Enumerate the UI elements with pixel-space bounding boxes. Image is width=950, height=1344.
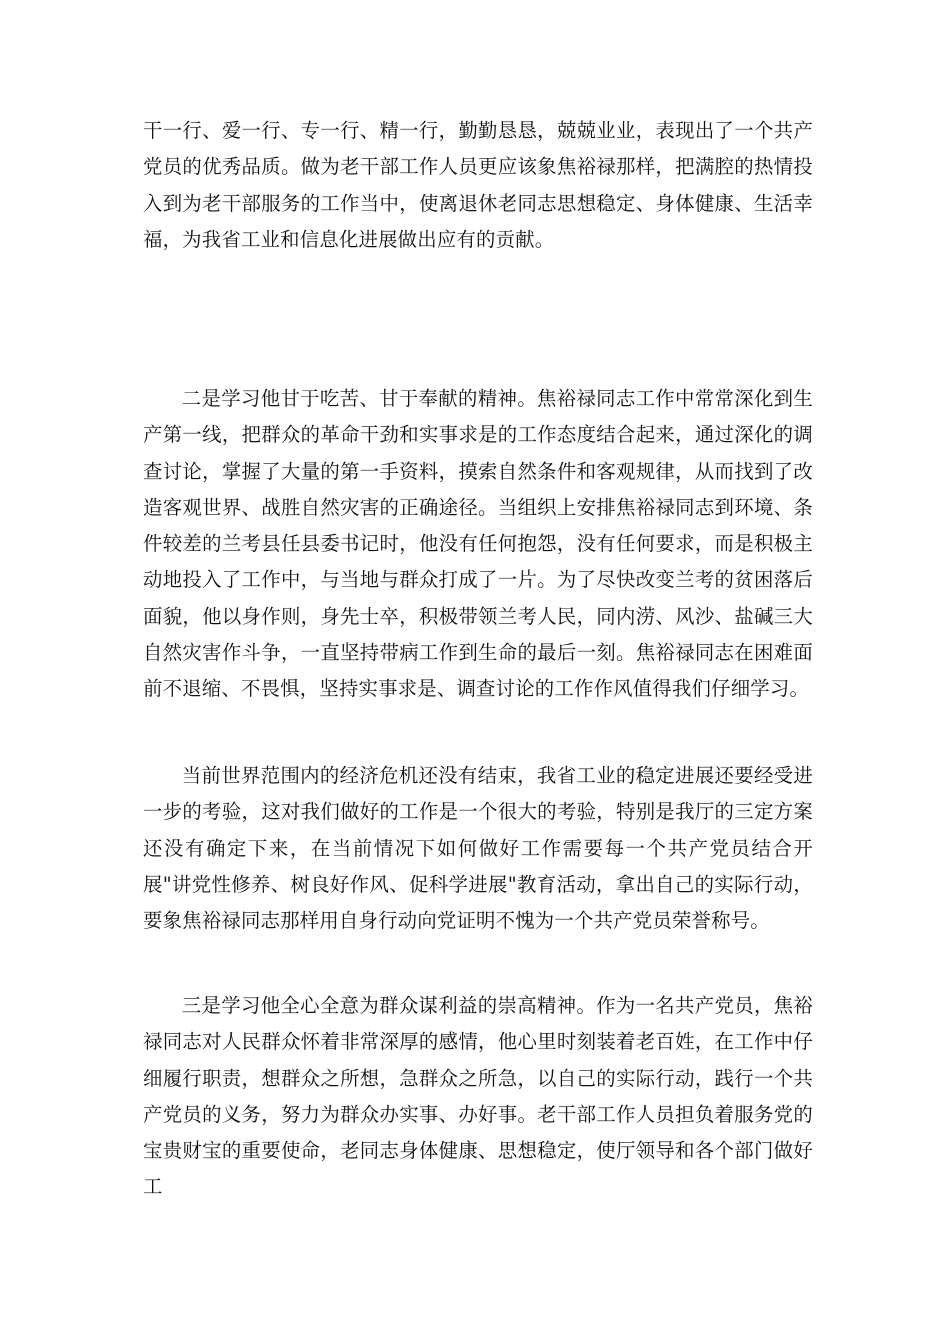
paragraph-2: 二是学习他甘于吃苦、甘于奉献的精神。焦裕禄同志工作中常常深化到生产第一线，把群众的革命干劲和实事求是的工作态度结合起来，通过深化的调查讨论，掌握了大量的第一手资料，摸索自然条件和客观规律，从而找到了改造客观世界、战胜自然灾害的正确途径。当组织上安排焦裕禄同志到环境、条件较差的兰考县任县委书记时，他没有任何抱怨，没有任何要求，而是积极主动地投入了工作中，与当地与群众打成了一片。为了尽快改变兰考的贫困落后面貌，他以身作则，身先士卒，积极带领兰考人民，同内涝、风沙、盐碱三大自然灾害作斗争，一直坚持带病工作到生命的最后一刻。焦裕禄同志在困难面前不退缩、不畏惧，坚持实事求是、调查讨论的工作作风值得我们仔细学习。 (143, 387, 813, 701)
paragraph-3: 当前世界范围内的经济危机还没有结束，我省工业的稳定进展还要经受进一步的考验，这对我们做好的工作是一个很大的考验，特别是我厅的三定方案还没有确定下来，在当前情况下如何做好工作需要每一个共产党员结合开展"讲党性修养、树良好作风、促科学进展"教育活动，拿出自己的实际行动，要象焦裕禄同志那样用自身行动向党证明不愧为一个共产党员荣誉称号。 (143, 764, 813, 933)
paragraph-4: 三是学习他全心全意为群众谋利益的崇高精神。作为一名共产党员，焦裕禄同志对人民群众怀着非常深厚的感情，他心里时刻装着老百姓，在工作中仔细履行职责，想群众之所想，急群众之所急，以自己的实际行动，践行一个共产党员的义务，努力为群众办实事、办好事。老干部工作人员担负着服务党的宝贵财宝的重要使命，老同志身体健康、思想稳定，使厅领导和各个部门做好工 (143, 994, 813, 1199)
paragraph-1: 干一行、爱一行、专一行、精一行，勤勤恳恳，兢兢业业，表现出了一个共产党员的优秀品质。做为老干部工作人员更应该象焦裕禄那样，把满腔的热情投入到为老干部服务的工作当中，使离退休老同志思想稳定、身体健康、生活幸福，为我省工业和信息化进展做出应有的贡献。 (143, 119, 813, 251)
